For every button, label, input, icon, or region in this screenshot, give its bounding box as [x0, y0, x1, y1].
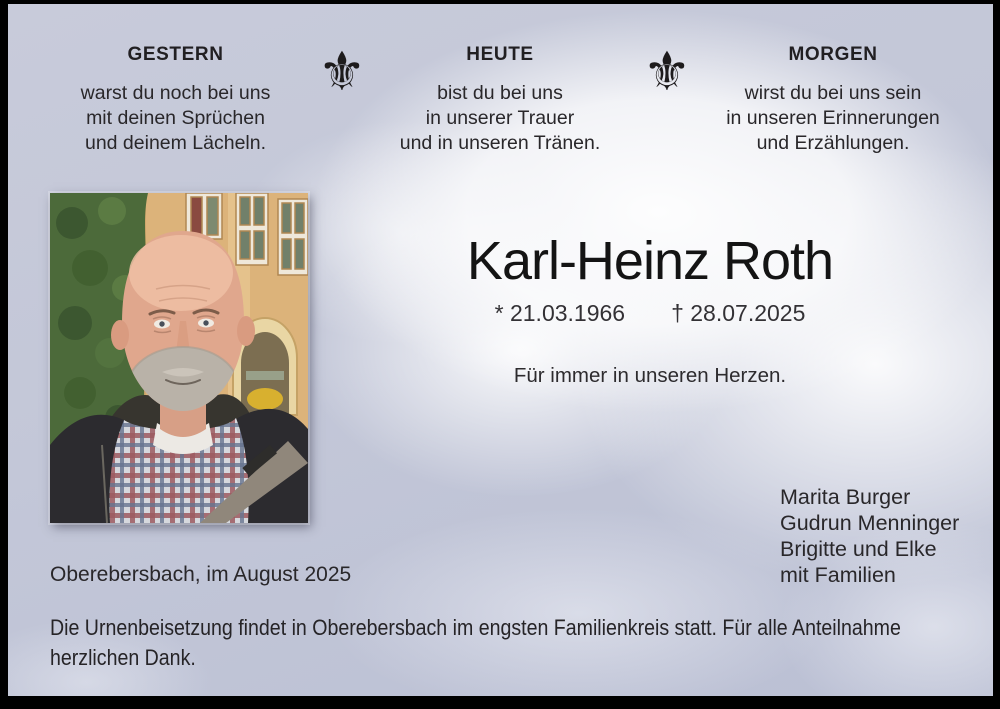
column-line: und in unseren Tränen. — [399, 132, 601, 154]
fleur-de-lis-icon: ⚜ — [317, 40, 367, 103]
funeral-notice — [50, 613, 946, 673]
gestern-column — [18, 44, 333, 156]
mourner-line: Marita Burger — [780, 485, 911, 509]
column-line: und deinem Lächeln. — [84, 132, 267, 154]
mourners-list — [780, 484, 959, 588]
life-dates — [400, 300, 900, 327]
column-heading-heute: HEUTE — [466, 44, 534, 65]
column-line: in unserer Trauer — [425, 107, 575, 129]
notice-line: herzlichen Dank. — [50, 645, 196, 670]
portrait-photo — [50, 193, 308, 523]
fleur-de-lis-icon: ⚜ — [642, 40, 692, 103]
column-line: mit deinen Sprüchen — [86, 107, 265, 129]
mourner-line: Brigitte und Elke — [780, 537, 937, 561]
mourner-line: Gudrun Menninger — [780, 511, 960, 535]
notice-line: Die Urnenbeisetzung findet in Oberebersbach im engsten Familienkreis statt. Für alle Anteilnahme — [50, 615, 901, 640]
place-date: Oberebersbach, im August 2025 — [50, 563, 352, 586]
column-heading-morgen: MORGEN — [788, 44, 878, 65]
death-date: † 28.07.2025 — [671, 300, 806, 326]
heute-column — [340, 44, 660, 156]
portrait-illustration — [50, 193, 308, 523]
column-line: warst du noch bei uns — [80, 82, 271, 104]
morgen-column — [683, 44, 983, 156]
memorial-card — [8, 4, 993, 696]
deceased-name: Karl-Heinz Roth — [466, 231, 834, 291]
column-heading-gestern: GESTERN — [127, 44, 224, 65]
motto-text: Für immer in unseren Herzen. — [513, 364, 787, 387]
column-line: wirst du bei uns sein — [744, 82, 922, 104]
column-line: bist du bei uns — [437, 82, 563, 104]
mourner-line: mit Familien — [780, 563, 896, 587]
name-block — [400, 232, 900, 290]
column-line: in unseren Erinnerungen — [726, 107, 940, 129]
birth-date: * 21.03.1966 — [494, 300, 626, 326]
column-line: und Erzählungen. — [756, 132, 910, 154]
